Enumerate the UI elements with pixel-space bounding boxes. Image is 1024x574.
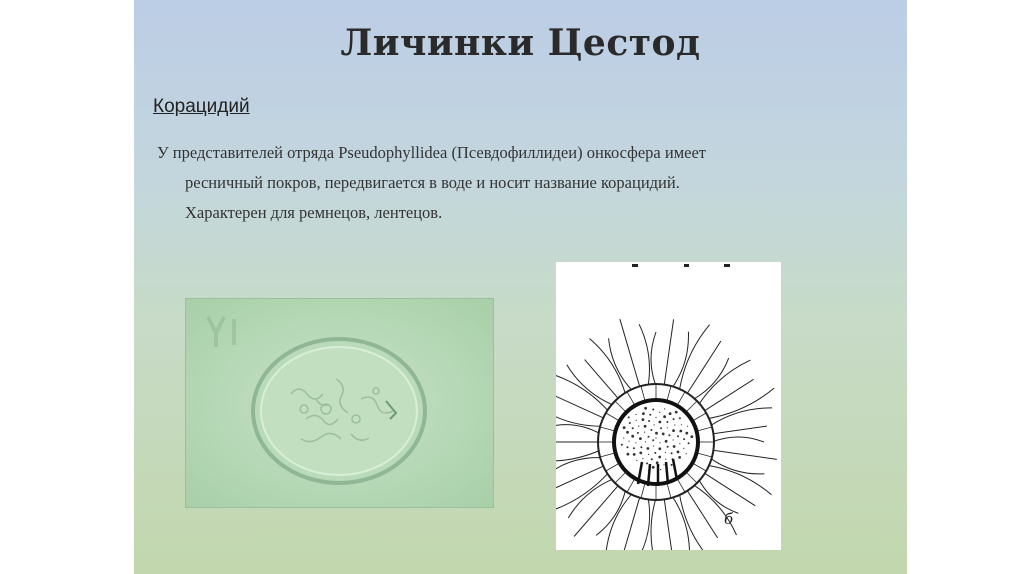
granule xyxy=(651,458,653,460)
granule xyxy=(642,412,645,415)
granule xyxy=(652,466,655,469)
granule xyxy=(644,425,647,428)
granule xyxy=(633,453,636,456)
granule xyxy=(660,469,661,470)
cilium xyxy=(679,325,709,391)
granule xyxy=(665,452,666,453)
granule xyxy=(667,427,668,428)
cilium xyxy=(556,395,605,419)
granule xyxy=(623,437,624,438)
granule xyxy=(648,454,649,455)
granule xyxy=(681,424,682,425)
granule xyxy=(688,442,690,444)
cilium xyxy=(556,408,602,427)
cilium xyxy=(620,496,641,550)
cilium xyxy=(620,319,640,388)
granule xyxy=(645,441,646,442)
micrograph-corner-mark xyxy=(208,317,234,347)
granule xyxy=(673,418,675,420)
description-paragraph xyxy=(157,138,879,228)
granule xyxy=(690,435,693,438)
granule xyxy=(629,441,630,442)
granule xyxy=(655,437,656,438)
drawing-top-marks xyxy=(632,264,730,267)
granule xyxy=(663,415,666,418)
cilium xyxy=(639,324,649,386)
granule xyxy=(654,452,656,454)
granule xyxy=(679,417,681,419)
granule xyxy=(646,462,648,464)
cilium xyxy=(556,472,609,512)
granule xyxy=(654,424,655,425)
granule xyxy=(655,432,658,435)
granule xyxy=(673,445,676,448)
granule xyxy=(677,451,680,454)
embryo-membrane xyxy=(614,400,698,484)
granule xyxy=(633,447,635,449)
granule xyxy=(687,426,688,427)
granule xyxy=(678,456,681,459)
cilium xyxy=(596,489,626,535)
coracidium-micrograph xyxy=(185,298,494,508)
cilium xyxy=(651,498,656,550)
coracidium-drawing xyxy=(556,262,781,550)
paragraph-line-1: У представителей отряда Pseudophyllidea (Псевдофиллидеи) онкосфера имеет xyxy=(157,143,706,162)
cilium xyxy=(703,472,755,506)
cilium xyxy=(710,408,772,426)
granule xyxy=(662,433,665,436)
slide xyxy=(134,0,907,574)
granule xyxy=(627,453,630,456)
granule xyxy=(648,420,650,422)
granule xyxy=(648,436,650,438)
cilium xyxy=(686,341,721,395)
granule xyxy=(623,426,626,429)
cilium xyxy=(711,450,776,459)
cilium xyxy=(672,496,690,550)
granule xyxy=(655,417,656,418)
granule xyxy=(660,427,662,429)
granule xyxy=(642,418,645,421)
cilium xyxy=(574,484,619,536)
granule xyxy=(642,458,643,459)
granule xyxy=(658,456,661,459)
granule xyxy=(679,430,682,433)
granule xyxy=(649,414,651,416)
granule xyxy=(627,446,629,448)
granule xyxy=(650,429,652,431)
granule xyxy=(666,421,668,423)
cilium xyxy=(664,319,674,386)
cilium xyxy=(672,332,689,389)
cilium xyxy=(711,426,767,434)
granule xyxy=(671,452,673,454)
granule xyxy=(663,464,664,465)
granule xyxy=(674,424,675,425)
cilium xyxy=(698,479,738,514)
paragraph-line-2: ресничный покров, передвигается в воде и носит название корацидий. xyxy=(185,173,680,192)
granule xyxy=(636,460,637,461)
granule xyxy=(626,431,629,434)
granule xyxy=(644,407,647,410)
paragraph-line-3: Характерен для ремнецов, лентецов. xyxy=(185,203,443,222)
granule xyxy=(683,448,684,449)
granule xyxy=(628,416,630,418)
granule xyxy=(652,439,654,441)
granule xyxy=(671,464,673,466)
granule xyxy=(640,446,642,448)
slide-title: Личинки Цестод xyxy=(340,22,701,64)
granule xyxy=(677,435,679,437)
granule xyxy=(659,412,660,413)
cilium xyxy=(651,332,656,386)
drawing-svg xyxy=(556,262,781,550)
granule xyxy=(659,442,660,443)
granule xyxy=(667,446,669,448)
granule xyxy=(664,408,665,409)
granule xyxy=(635,414,636,415)
granule xyxy=(665,440,668,443)
granule xyxy=(635,442,636,443)
granule xyxy=(669,412,672,415)
micrograph-svg xyxy=(186,299,493,507)
granule xyxy=(644,432,645,433)
granule xyxy=(631,435,634,438)
granule xyxy=(683,438,685,440)
slide-subtitle: Корацидий xyxy=(153,96,250,117)
cilium xyxy=(693,358,729,400)
granule xyxy=(668,434,670,436)
cilium xyxy=(556,465,605,492)
granule xyxy=(673,439,674,440)
granule xyxy=(638,426,639,427)
granule xyxy=(653,446,654,447)
granule xyxy=(685,432,688,435)
granule xyxy=(632,427,634,429)
cilium xyxy=(664,497,672,550)
granule xyxy=(658,447,661,450)
granule xyxy=(686,453,687,454)
granule xyxy=(656,461,659,464)
granule xyxy=(621,444,623,446)
granule xyxy=(675,411,678,414)
granule xyxy=(679,443,680,444)
drawing-label: б xyxy=(724,510,734,528)
granule xyxy=(652,409,654,411)
granule xyxy=(629,422,631,424)
cilium xyxy=(712,437,764,442)
granule xyxy=(639,452,642,455)
cilium xyxy=(707,465,772,495)
granule xyxy=(672,429,675,432)
granule xyxy=(637,432,639,434)
cilium xyxy=(710,458,765,474)
granule xyxy=(665,459,666,460)
granule xyxy=(659,421,662,424)
granule xyxy=(636,420,637,421)
cilium xyxy=(640,497,650,550)
granule xyxy=(639,437,642,440)
granule xyxy=(647,447,650,450)
